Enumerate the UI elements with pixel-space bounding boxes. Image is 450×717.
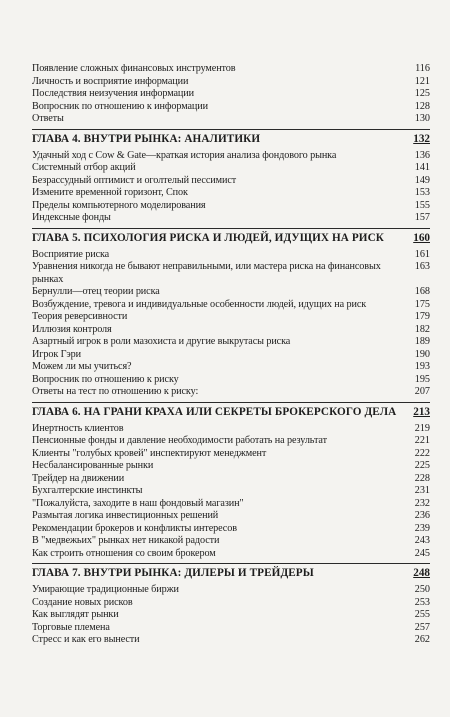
entry-title: Инертность клиентов (32, 422, 124, 434)
entry-title: Бернулли—отец теории риска (32, 286, 160, 297)
entry-page-number: 168 (414, 286, 430, 297)
entry-page-number: 255 (414, 609, 430, 620)
toc-entry (32, 523, 430, 536)
toc-entry (32, 249, 430, 262)
entry-page-number: 190 (414, 348, 430, 360)
entry-title: Пенсионные фонды и давление необходимости работать на результат (32, 435, 327, 446)
entry-title: Клиенты "голубых кровей" инспектируют менеджмент (32, 447, 267, 459)
toc-entry (32, 460, 430, 473)
entry-page-number: 155 (414, 199, 430, 211)
entry-page-number: 163 (414, 261, 430, 272)
entry-title: Удачный ход с Cow & Gate—краткая история анализа фондового рынка (32, 149, 337, 161)
chapter-title: ГЛАВА 5. ПСИХОЛОГИЯ РИСКА И ЛЮДЕЙ, ИДУЩИХ НА РИСК (32, 231, 384, 244)
toc-entry (32, 473, 430, 486)
entry-page-number: 125 (414, 88, 430, 99)
entry-page-number: 207 (414, 386, 430, 397)
entry-title: Вопросник по отношению к риску (32, 373, 179, 385)
toc-entry (32, 609, 430, 622)
toc-entry (32, 349, 430, 362)
entry-title: Размытая логика инвестиционных решений (32, 510, 219, 521)
toc-section (32, 402, 430, 561)
table-of-contents (32, 63, 430, 650)
entry-title: Азартный игрок в роли мазохиста и другие выкрутасы риска (32, 336, 291, 347)
entry-page-number: 116 (415, 63, 430, 74)
toc-entry (32, 548, 430, 561)
entry-page-number: 193 (414, 361, 430, 372)
chapter-title: ГЛАВА 6. НА ГРАНИ КРАХА ИЛИ СЕКРЕТЫ БРОКЕРСКОГО ДЕЛА (32, 405, 397, 418)
entry-title: Уравнения никогда не бывают неправильными, или мастера риска на финансовых рынках (32, 261, 381, 285)
toc-section (32, 63, 430, 126)
entry-page-number: 222 (414, 447, 430, 459)
toc-entry (32, 324, 430, 337)
entry-title: Безрассудный оптимист и оголтелый пессимист (32, 174, 237, 186)
entry-page-number: 250 (414, 584, 430, 595)
toc-entry (32, 200, 430, 213)
entry-title: Ответы на тест по отношению к риску: (32, 386, 199, 397)
toc-entry (32, 187, 430, 200)
toc-entry (32, 448, 430, 461)
entry-page-number: 189 (414, 336, 430, 347)
chapter-page-number: 132 (413, 132, 430, 145)
entry-page-number: 228 (414, 472, 430, 484)
entry-title: Измените временной горизонт, Спок (32, 187, 188, 198)
toc-entry (32, 175, 430, 188)
entry-page-number: 175 (414, 298, 430, 310)
entry-page-number: 157 (414, 212, 430, 223)
entry-page-number: 236 (414, 510, 430, 521)
entry-page-number: 141 (414, 162, 430, 173)
entry-page-number: 239 (414, 522, 430, 534)
toc-entry (32, 212, 430, 225)
toc-entry (32, 622, 430, 635)
entry-page-number: 149 (414, 174, 430, 186)
entry-title: Личность и восприятие информации (32, 75, 189, 87)
chapter-page-number: 248 (413, 567, 430, 579)
entry-page-number: 243 (414, 535, 430, 546)
entry-page-number: 219 (414, 422, 430, 434)
entry-title: Восприятие риска (32, 248, 110, 260)
entry-title: Системный отбор акций (32, 162, 136, 173)
toc-entry (32, 510, 430, 523)
toc-entry (32, 311, 430, 324)
entry-page-number: 179 (414, 311, 430, 322)
entry-page-number: 253 (414, 596, 430, 608)
toc-entry (32, 435, 430, 448)
entry-page-number: 195 (414, 373, 430, 385)
entry-page-number: 221 (414, 435, 430, 446)
entry-title: Игрок Гэри (32, 348, 82, 360)
entry-page-number: 231 (414, 485, 430, 496)
entry-title: Создание новых рисков (32, 596, 133, 608)
entry-title: В "медвежьих" рынках нет никакой радости (32, 535, 220, 546)
toc-entry (32, 299, 430, 312)
toc-section (32, 129, 430, 225)
toc-entry (32, 150, 430, 163)
entry-page-number: 161 (414, 248, 430, 260)
toc-entry (32, 76, 430, 89)
toc-entry (32, 88, 430, 101)
toc-entry (32, 535, 430, 548)
entry-title: Последствия неизучения информации (32, 88, 194, 99)
entry-title: Возбуждение, тревога и индивидуальные особенности людей, идущих на риск (32, 298, 367, 310)
toc-entry (32, 261, 430, 286)
entry-title: Бухгалтерские инстинкты (32, 485, 143, 496)
entry-page-number: 262 (414, 634, 430, 645)
toc-entry (32, 101, 430, 114)
entry-title: Стресс и как его вынести (32, 634, 140, 645)
entry-title: Иллюзия контроля (32, 323, 112, 335)
chapter-heading (32, 129, 430, 147)
entry-page-number: 121 (414, 75, 430, 87)
toc-entry (32, 423, 430, 436)
toc-entry (32, 113, 430, 126)
entry-title: Можем ли мы учиться? (32, 361, 132, 372)
toc-section (32, 563, 430, 647)
chapter-heading (32, 563, 430, 581)
toc-entry (32, 597, 430, 610)
entry-page-number: 232 (414, 497, 430, 509)
toc-entry (32, 386, 430, 399)
toc-entry (32, 286, 430, 299)
entry-page-number: 130 (414, 113, 430, 124)
toc-entry (32, 498, 430, 511)
chapter-heading (32, 228, 430, 246)
entry-page-number: 245 (414, 547, 430, 559)
toc-entry (32, 162, 430, 175)
entry-title: Появление сложных финансовых инструментов (32, 63, 236, 74)
toc-entry (32, 374, 430, 387)
chapter-page-number: 213 (413, 405, 430, 418)
entry-page-number: 257 (414, 621, 430, 633)
entry-page-number: 136 (414, 149, 430, 161)
toc-entry (32, 336, 430, 349)
chapter-title: ГЛАВА 4. ВНУТРИ РЫНКА: АНАЛИТИКИ (32, 132, 261, 145)
toc-entry (32, 584, 430, 597)
entry-title: Несбалансированные рынки (32, 460, 154, 471)
toc-entry (32, 361, 430, 374)
toc-entry (32, 634, 430, 647)
entry-title: Трейдер на движении (32, 472, 125, 484)
toc-entry (32, 485, 430, 498)
entry-title: Как строить отношения со своим брокером (32, 547, 216, 559)
entry-page-number: 225 (414, 460, 430, 471)
entry-title: Теория реверсивности (32, 311, 128, 322)
toc-section (32, 228, 430, 399)
entry-page-number: 153 (414, 187, 430, 198)
toc-entry (32, 63, 430, 76)
entry-title: Умирающие традиционные биржи (32, 584, 179, 595)
entry-title: "Пожалуйста, заходите в наш фондовый магазин" (32, 497, 244, 509)
entry-title: Вопросник по отношению к информации (32, 100, 208, 112)
entry-title: Торговые племена (32, 621, 110, 633)
entry-title: Ответы (32, 113, 64, 124)
chapter-page-number: 160 (413, 231, 430, 244)
entry-title: Рекомендации брокеров и конфликты интересов (32, 522, 237, 534)
entry-page-number: 128 (414, 100, 430, 112)
chapter-title: ГЛАВА 7. ВНУТРИ РЫНКА: ДИЛЕРЫ И ТРЕЙДЕРЫ (32, 567, 314, 579)
entry-page-number: 182 (414, 323, 430, 335)
chapter-heading (32, 402, 430, 420)
entry-title: Индексные фонды (32, 212, 111, 223)
entry-title: Как выглядят рынки (32, 609, 119, 620)
entry-title: Пределы компьютерного моделирования (32, 199, 206, 211)
